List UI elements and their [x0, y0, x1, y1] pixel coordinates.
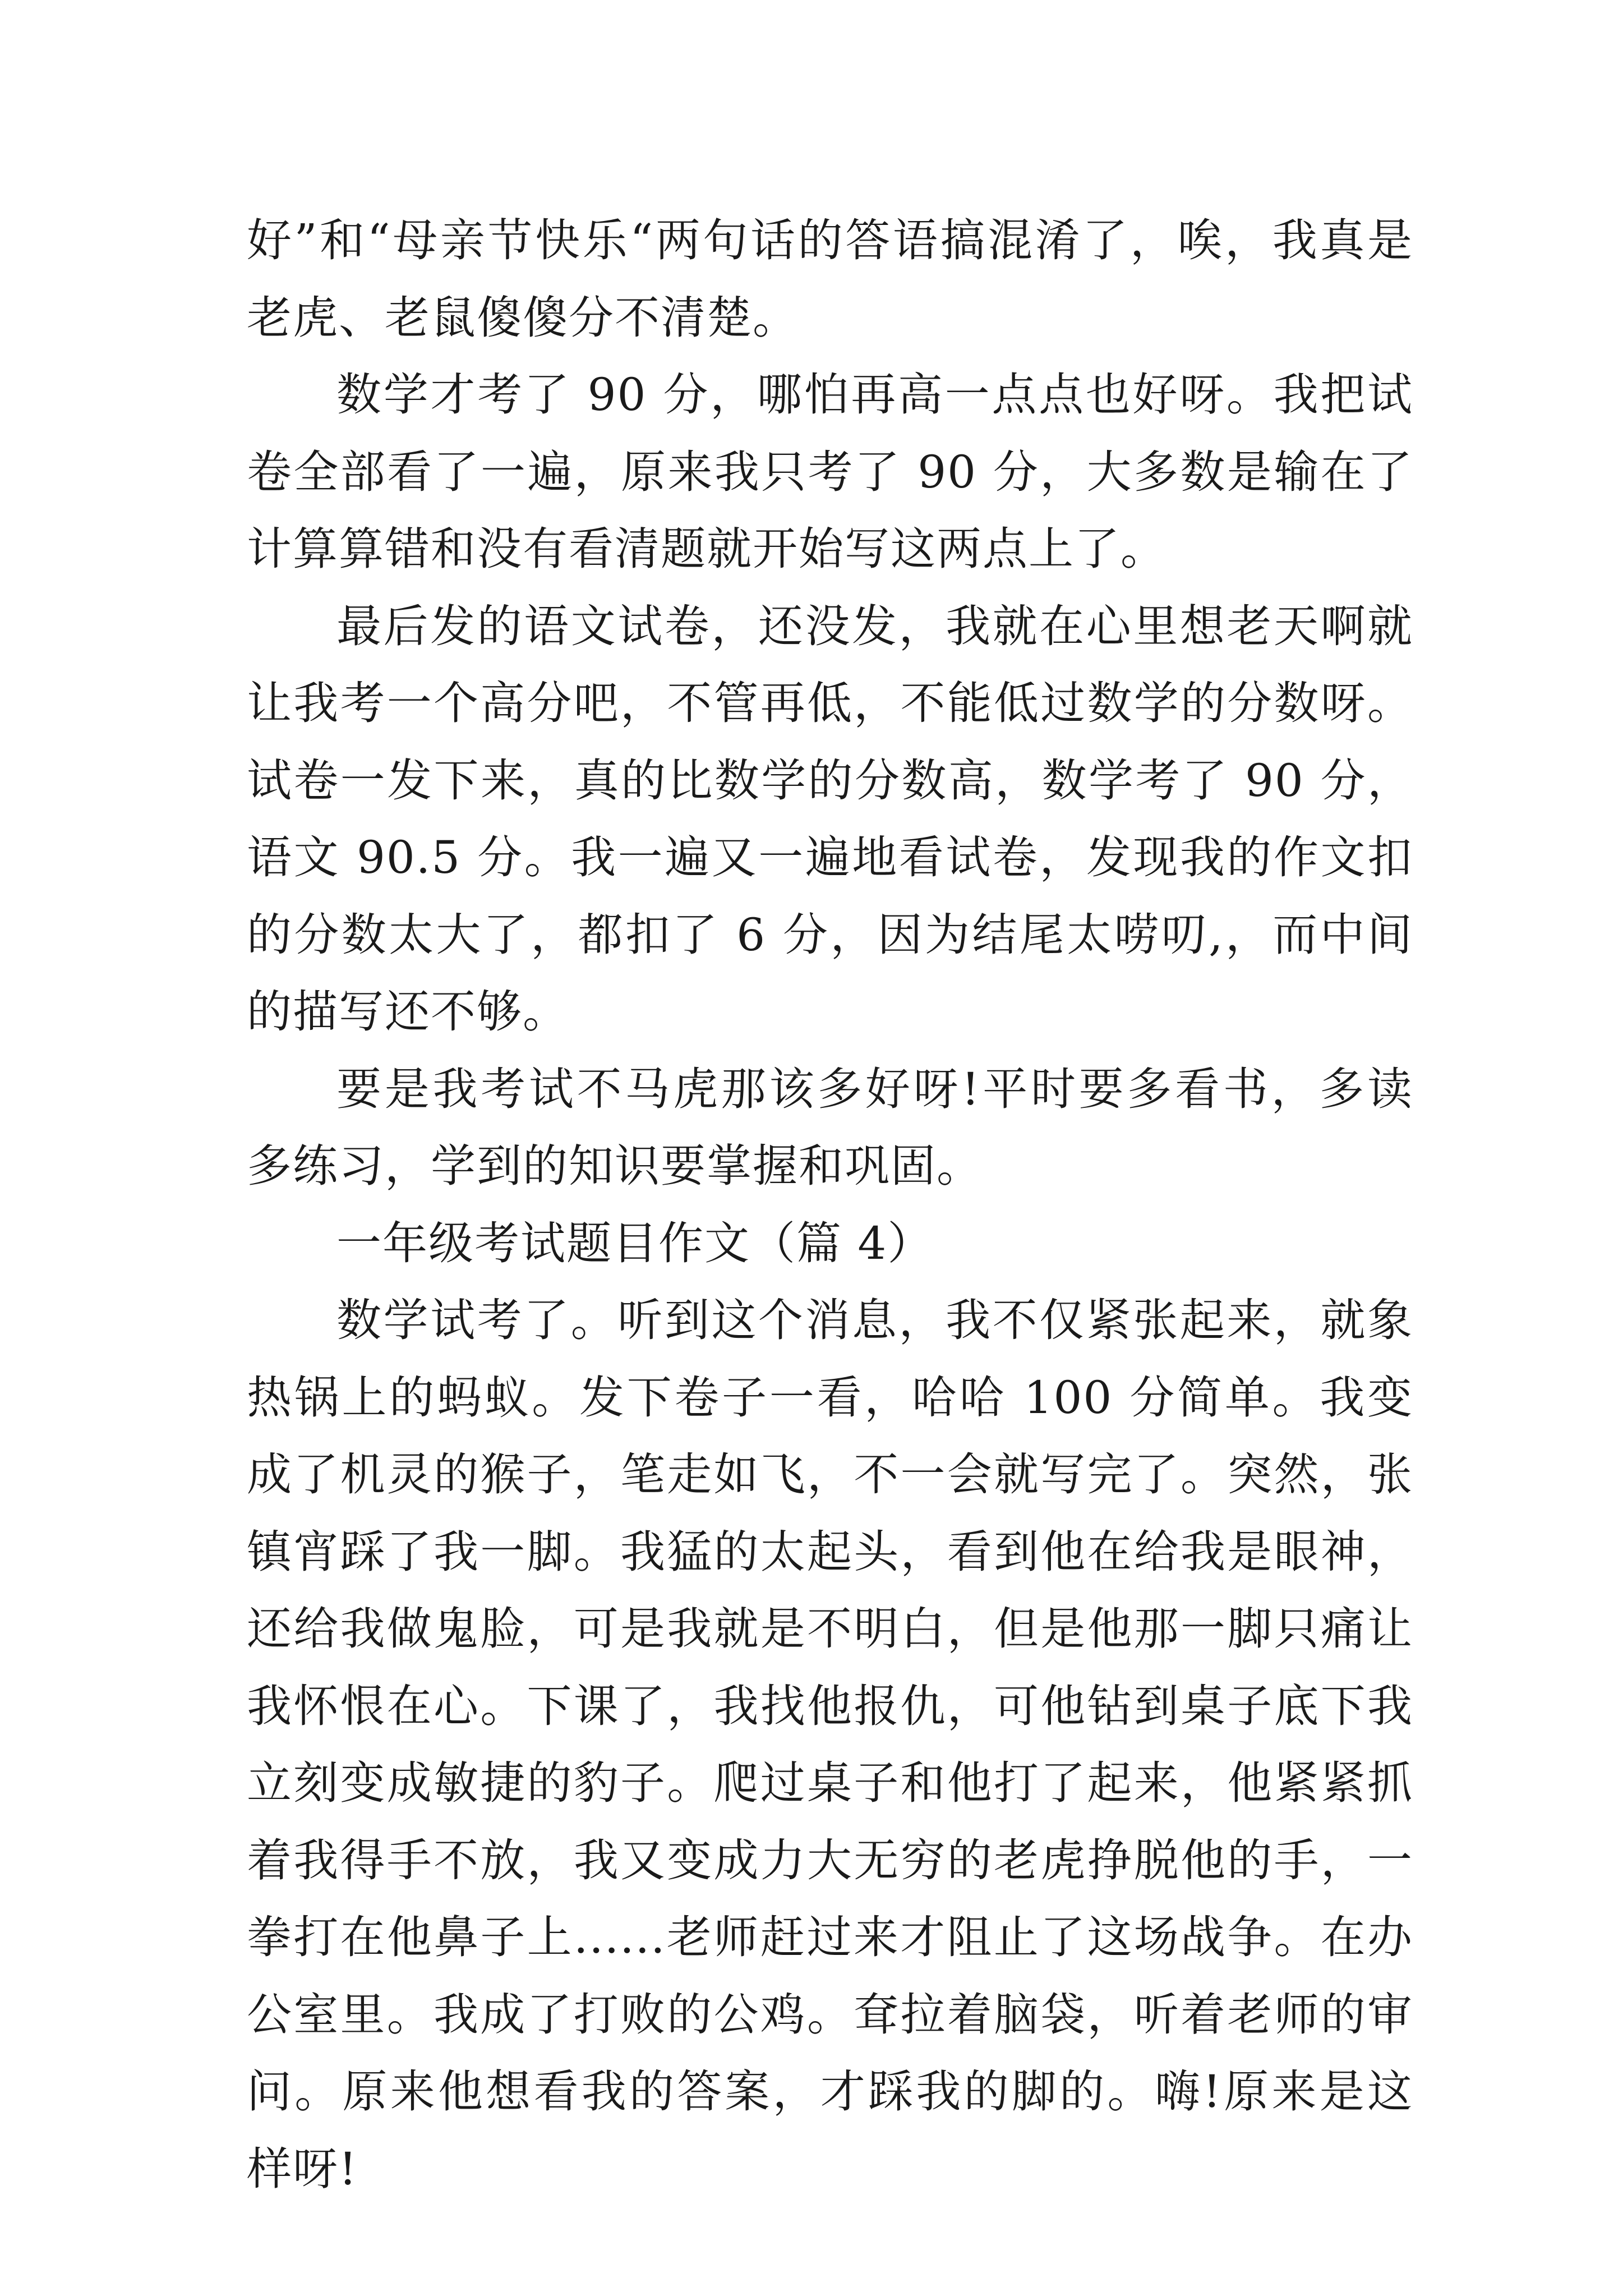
paragraph-chinese-score: 最后发的语文试卷，还没发，我就在心里想老天啊就让我考一个高分吧，不管再低，不能低过数学的分数呀。试卷一发下来，真的比数学的分数高，数学考了 90 分，语文 90.5 分。我一遍又一遍地看试卷，发现我的作文扣的分数太大了，都扣了 6 分，因为结尾太唠叨,，而中间的描写还不够。 [247, 600, 1413, 1038]
paragraph-reflection: 要是我考试不马虎那该多好呀!平时要多看书，多读多练习，学到的知识要掌握和巩固。 [247, 1062, 1413, 1192]
section-heading: 一年级考试题目作文（篇 4） [336, 1217, 934, 1269]
paragraph-continuation: 好”和“母亲节快乐“两句话的答语搞混淆了，唉，我真是老虎、老鼠傻傻分不清楚。 [247, 214, 1413, 344]
paragraph-math-score: 数学才考了 90 分，哪怕再高一点点也好呀。我把试卷全部看了一遍，原来我只考了 90 分，大多数是输在了计算算错和没有看清题就开始写这两点上了。 [247, 369, 1413, 575]
article-body [247, 202, 1413, 2207]
paragraph-essay-4: 数学试考了。听到这个消息，我不仅紧张起来，就象热锅上的蚂蚁。发下卷子一看，哈哈 100 分简单。我变成了机灵的猴子，笔走如飞，不一会就写完了。突然，张镇宵踩了我一脚。我猛的太起头，看到他在给我是眼神，还给我做鬼脸，可是我就是不明白，但是他那一脚只痛让我怀恨在心。下课了，我找他报仇，可他钻到桌子底下我立刻变成敏捷的豹子。爬过桌子和他打了起来，他紧紧抓着我得手不放，我又变成力大无穷的老虎挣脱他的手，一拳打在他鼻子上......老师赶过来才阻止了这场战争。在办公室里。我成了打败的公鸡。耷拉着脑袋，听着老师的审问。原来他想看我的答案，才踩我的脚的。嗨!原来是这样呀! [247, 1294, 1413, 2195]
